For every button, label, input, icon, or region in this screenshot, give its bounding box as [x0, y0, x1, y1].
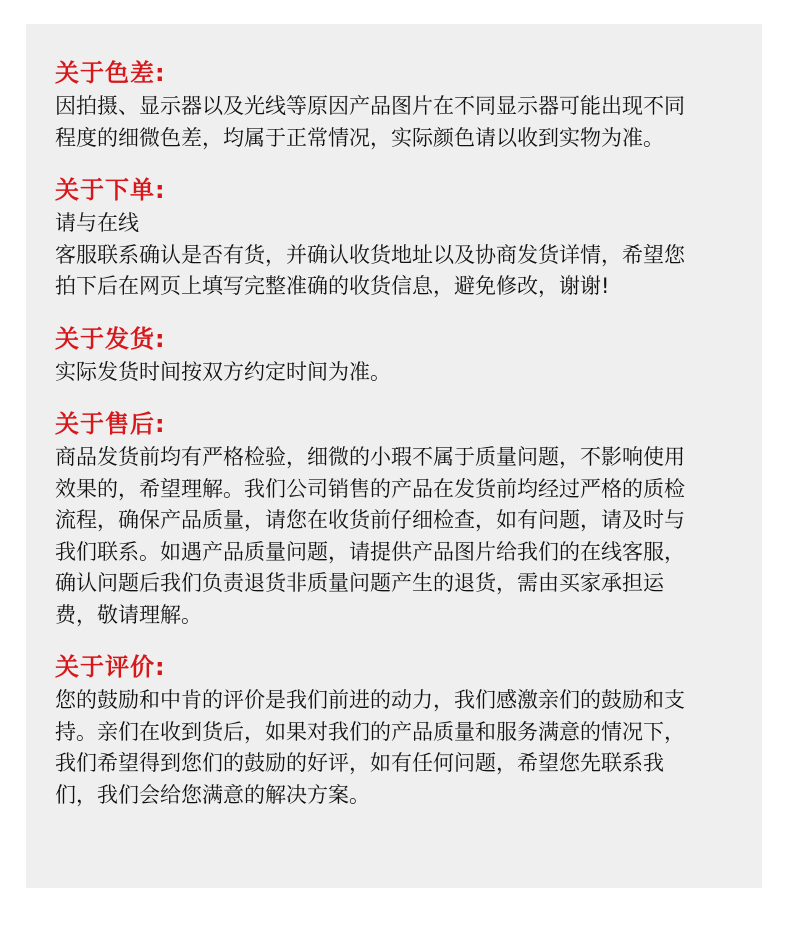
section-text-line: 请与在线: [55, 211, 139, 235]
section-title: 关于下单:: [55, 176, 166, 204]
section-reviews: [55, 652, 762, 811]
section-text-line: 程度的细微色差，均属于正常情况，实际颜色请以收到实物为准。: [55, 125, 664, 150]
section-text-line: 因拍摄、显示器以及光线等原因产品图片在不同显示器可能出现不同: [55, 94, 685, 118]
section-text-line: 实际发货时间按双方约定时间为准。: [55, 359, 391, 384]
notice-panel: [26, 24, 762, 888]
section-color-difference: [55, 58, 762, 154]
section-text-line: 我们希望得到您们的鼓励的好评，如有任何问题，希望您先联系我: [55, 751, 664, 775]
section-text-line: 拍下后在网页上填写完整准确的收货信息，避免修改，谢谢!: [55, 274, 610, 298]
section-title: 关于评价:: [55, 653, 166, 681]
section-after-sales: [55, 409, 762, 631]
section-text-line: 您的鼓励和中肯的评价是我们前进的动力，我们感激亲们的鼓励和支: [55, 688, 685, 712]
section-ordering: [55, 175, 762, 303]
section-text-line: 我们联系。如遇产品质量问题，请提供产品图片给我们的在线客服，: [55, 539, 685, 564]
section-text-line: 持。亲们在收到货后，如果对我们的产品质量和服务满意的情况下，: [55, 719, 685, 744]
section-text-line: 确认问题后我们负责退货非质量问题产生的退货，需由买家承担运: [55, 571, 664, 595]
section-title: 关于发货:: [55, 324, 166, 353]
section-shipping: [55, 324, 762, 389]
section-text-line: 费，敬请理解。: [55, 602, 202, 627]
section-title: 关于售后:: [55, 410, 166, 438]
section-text-line: 们，我们会给您满意的解决方案。: [55, 782, 370, 807]
section-text-line: 商品发货前均有严格检验，细微的小瑕不属于质量问题，不影响使用: [55, 445, 685, 469]
section-text-line: 客服联系确认是否有货，并确认收货地址以及协商发货详情，希望您: [55, 242, 685, 267]
section-text-line: 流程，确保产品质量，请您在收货前仔细检查，如有问题，请及时与: [55, 508, 685, 532]
section-text-line: 效果的，希望理解。我们公司销售的产品在发货前均经过严格的质检: [55, 476, 685, 501]
section-title: 关于色差:: [55, 59, 166, 87]
